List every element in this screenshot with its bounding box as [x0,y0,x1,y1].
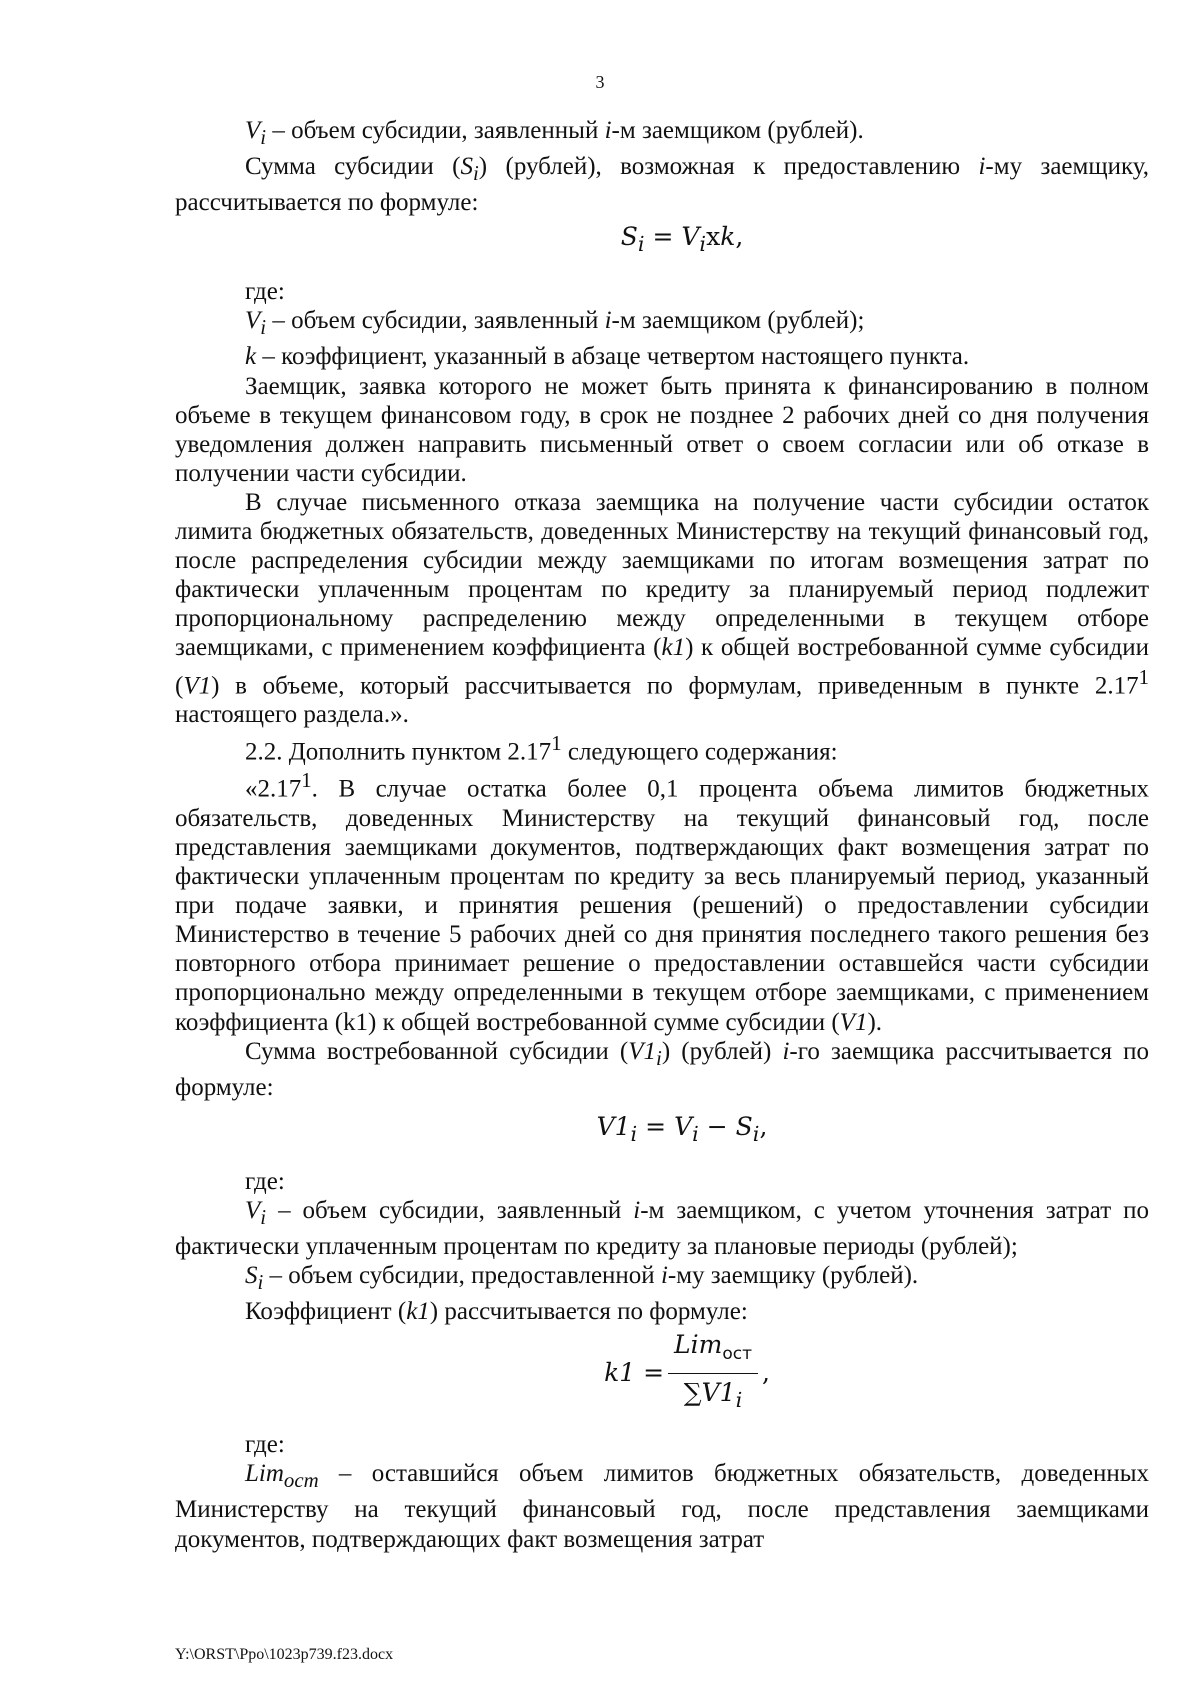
fraction-numerator: Lim$_{ост}$ [668,1330,758,1374]
fraction-denominator: $\sum V1_i$ [683,1377,743,1412]
paragraph-k-definition: k – коэффициент, указанный в абзаце четвертом настоящего пункта. [245,343,970,371]
document-body [175,116,1149,1554]
paragraph-lim-definition: Lim$_{ост}$ – оставшийся объем лимитов бюджетных обязательств, доведенных Министерству на текущий финансовый год, после представления заемщиками документов, подтверждающих факт возмещения затрат [175,1460,1150,1553]
formula-subsidy: $S_i = V_ixk$, [620,222,744,257]
paragraph-vi-definition-2: $V_i$ – объем субсидии, заявленный i-м заемщиком (рублей); [245,307,865,340]
paragraph-subsidy-sum: Сумма субсидии $(S_i)$ (рублей), возможная к предоставлению i-му заемщику, рассчитывается по формуле: [175,153,1150,217]
fraction [668,1330,758,1415]
paragraph-borrower-response: Заемщик, заявка которого не может быть принята к финансированию в полном объеме в текущем финансовом году, в срок не позднее 2 рабочих дней со дня получения уведомления должен направить письменный ответ о своем согласии или об отказе в получении части субсидии. [175,372,1149,487]
formula-k1: k1 = $\frac{Lim_{ост}}{\sum V1_i}$ , [175,1326,1149,1430]
paragraph-written-refusal: В случае письменного отказа заемщика на получение части субсидии остаток лимита бюджетных обязательств, доведенных Министерству на текущий финансовый год, после распределения субсидии между заемщиками по итогам возмещения затрат по фактически уплаченным процентам по кредиту за планируемый период подлежит пропорциональному распределению между определенными в текущем отборе заемщиками, с применением коэффициента (k1) к общей востребованной сумме субсидии (V1) в объеме, который рассчитывается по формулам, приведенным в пункте 2.17$^1$ настоящего раздела.». [175,488,1149,728]
paragraph-claimed-subsidy: Сумма востребованной субсидии $(V1_i)$ (рублей) i-го заемщика рассчитывается по формуле: [175,1037,1149,1101]
paragraph-amendment-2-2: 2.2. Дополнить пунктом 2.17$^1$ следующего содержания: [245,731,838,766]
formula-claimed-subsidy: $V1_i = V_i - S_i$, [596,1111,768,1146]
paragraph-si-definition: $S_i$ – объем субсидии, предоставленной i-му заемщику (рублей). [245,1262,919,1295]
paragraph-k1-coefficient: Коэффициент (k1) рассчитывается по формуле: [245,1298,748,1326]
paragraph-2-17-1: «2.17$^1$. В случае остатка более 0,1 процента объема лимитов бюджетных обязательств, доведенных Министерству на текущий финансовый год, после представления заемщиками документов, подтверждающих факт возмещения затрат по фактически уплаченным процентам по кредиту за весь планируемый период, указанный при подаче заявки, и принятия решения (решений) о предоставлении субсидии Министерство в течение 5 рабочих дней со дня принятия последнего такого решения без повторного отбора принимает решение о предоставлении оставшейся части субсидии пропорционально между определенными в текущем отборе заемщиками, с применением коэффициента (k1) к общей востребованной сумме субсидии (V1). [175,768,1149,1036]
paragraph-vi-definition-1: $V_i$ – объем субсидии, заявленный i-м заемщиком (рублей). [245,117,864,149]
footer-file-path: Y:\ORST\Ppo\1023p739.f23.docx [175,1646,394,1663]
where-label-2: где: [245,1167,285,1195]
where-label-3: где: [245,1431,285,1459]
page-number: 3 [595,72,605,92]
paragraph-vi-definition-3: $V_i$ – объем субсидии, заявленный i-м заемщиком, с учетом уточнения затрат по фактически уплаченным процентам по кредиту за плановые периоды (рублей); [175,1196,1149,1260]
where-label-1: где: [245,278,285,306]
